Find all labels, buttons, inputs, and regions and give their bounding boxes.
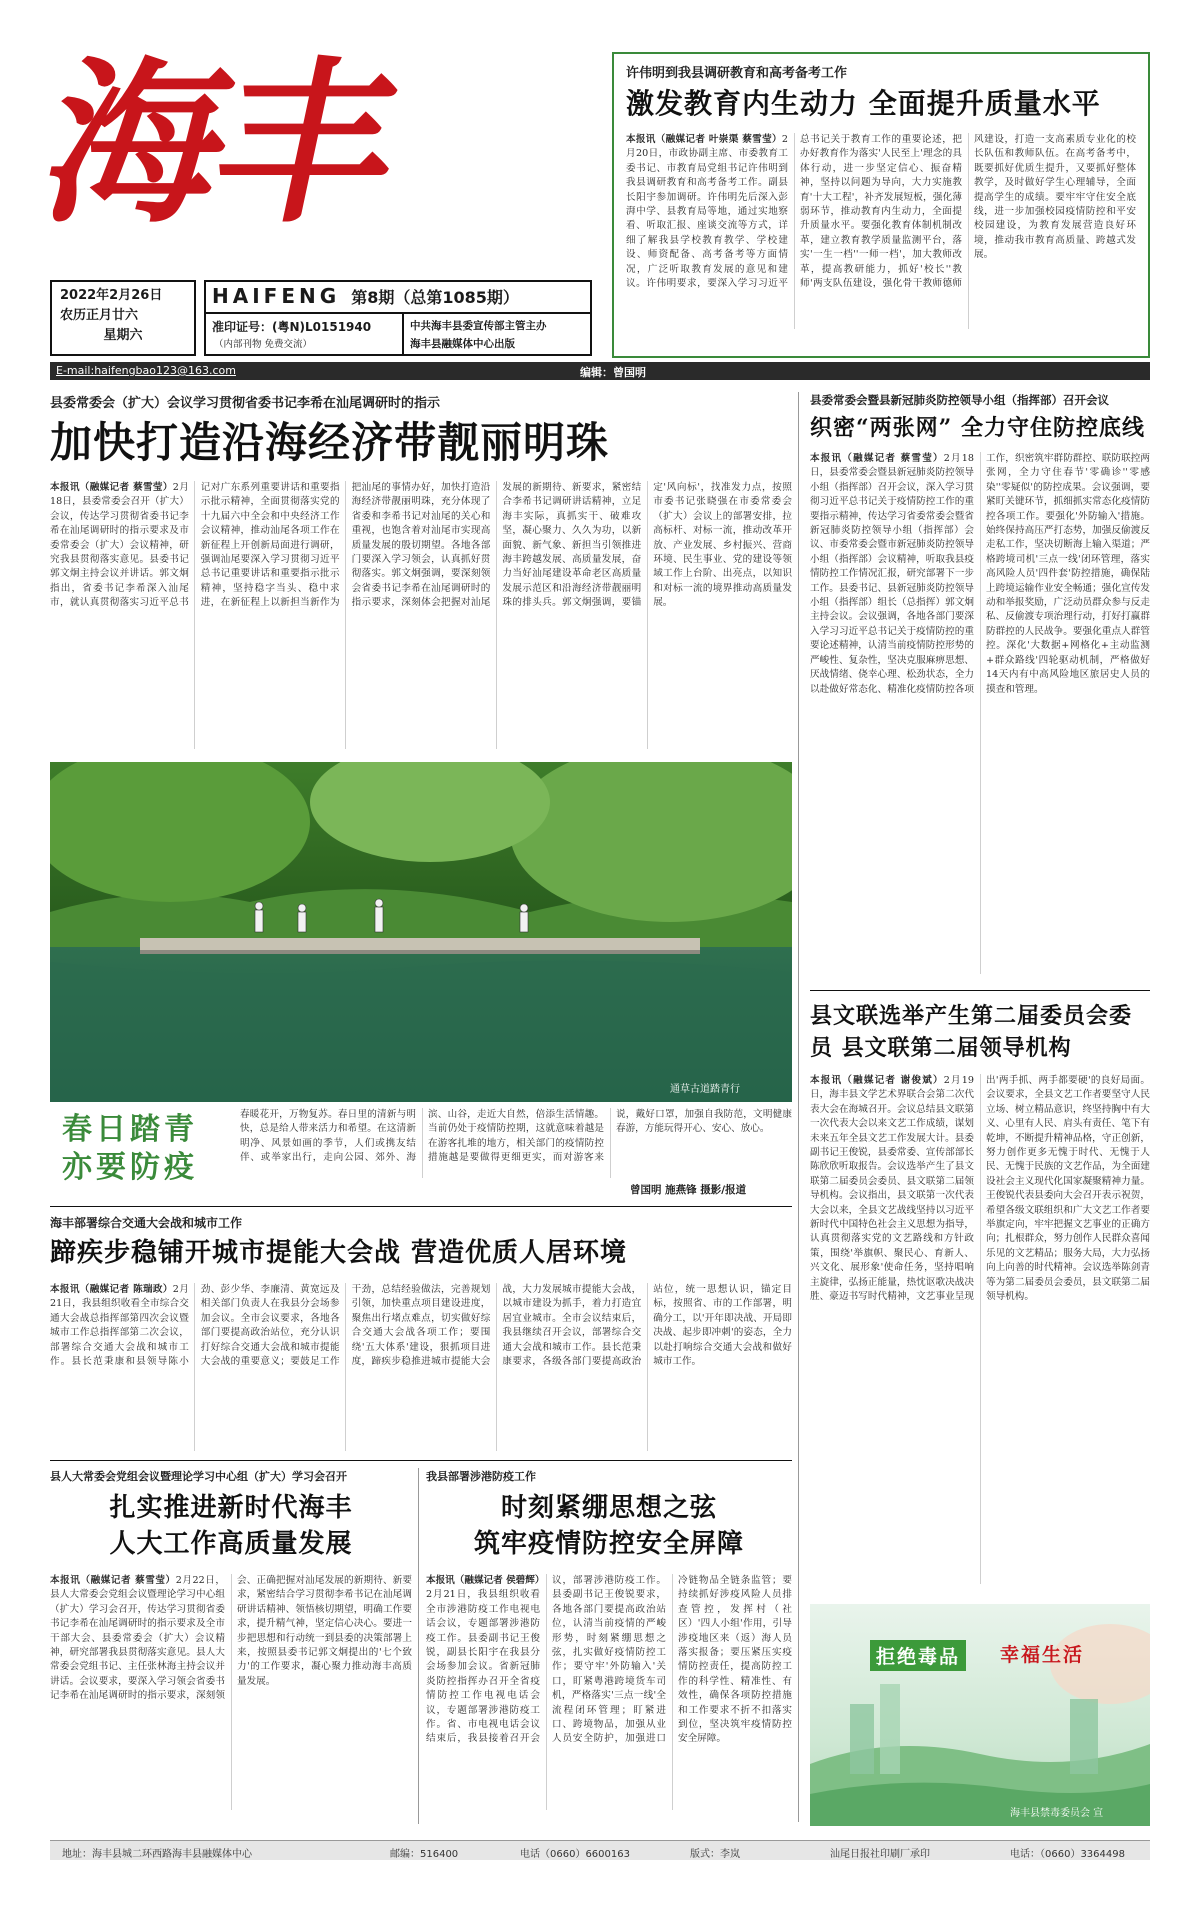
email-link[interactable]: E-mail:haifengbao123@163.com bbox=[56, 364, 236, 377]
epidemic-story bbox=[426, 1468, 792, 1828]
traffic-text: 2月21日，我县组织收看全市综合交通大会战总指挥部第四次会议暨城市工作总指挥部第二次会议，部署综合交通大会战和城市工作。县长范秉康和县领导陈小劲、彭少华、李廉清、黄宽远及相关部门负责人在我县分会场参加会议。全市会议要求，各地各部门要提高政治站位，充分认识打好综合交通大会战和城市提能大会战的重要意义；要鼓足工作干劲，总结经验做法，完善规划引领，加快重点项目建设进度，聚焦出行堵点难点，切实做好综合交通大会战各项工作；要围绕'五大体系'建设，狠抓项目进度，蹄疾步稳推进城市提能大会战，大力发展城市提能大会战，以城市建设为抓手，着力打造宜居宜业城市。全市会议结束后，我县继续召开会议，部署综合交通大会战和城市工作。县长范秉康要求，各级各部门要提高政治站位，统一思想认识，锚定目标，按照省、市的工作部署，明确分工，以'开年即决战、开局即决战、起步即冲刺'的姿态，全力以赴打响综合交通大会战和做好城市工作。 bbox=[50, 1284, 792, 1368]
column-divider bbox=[798, 392, 799, 1822]
traffic-headline: 蹄疾步稳铺开城市提能大会战 营造优质人居环境 bbox=[50, 1238, 628, 1268]
lead-story bbox=[50, 392, 792, 752]
photo-caption-text: 春暖花开，万物复苏。春日里的清新与明快，总是给人带来活力和希望。在这清新明净、风景如画的季节，人们或携友结伴、或举家出行，走向公园、郊外、海滨、山谷，走近大自然，倍添生活情趣。当前仍处于疫情防控期，这就意味着越是在游客扎堆的地方，相关部门的疫情防控措施越是要做得更细更实，而对游客来说，戴好口罩，加强自我防范，文明健康春游，方能玩得开心、安心、放心。 bbox=[240, 1109, 792, 1164]
permit: 准印证号：(粤N)L0151940 bbox=[212, 320, 372, 334]
editor-credit: 编辑：曾国明 bbox=[580, 366, 646, 379]
epidemic-headline-2: 筑牢疫情防控安全屏障 bbox=[473, 1529, 744, 1559]
top-story-body bbox=[626, 133, 1136, 329]
npc-headline-2: 人大工作高质量发展 bbox=[109, 1529, 353, 1559]
epidemic-text: 2月21日，我县组织收看全市涉港防疫工作电视电话会议，专题部署涉港防疫工作。县委副书记王俊锐，副县长阳宇在我县分会场参加会议。省新冠肺炎防控指挥办召开全省疫情防控工作电视电话会议，专题部署涉港防疫工作。省、市电视电话会议结束后，我县接着召开会议，部署涉港防疫工作。县委副书记王俊锐要求，各地各部门要提高政治站位，认清当前疫情的严峻形势，时刻紧绷思想之弦，扎实做好疫情防控工作；要守牢'外防输入'关口，盯紧粤港跨境货车司机，严格落实'三点一线'全流程闭环管理；盯紧进口、跨境物品，加强从业人员安全防护，加强进口冷链物品全链条监管；要持续抓好涉疫风险人员排查管控，发挥村（社区）'四人小组'作用，引导涉疫地区来（返）海人员落实报备；要压紧压实疫情防控责任，提高防控工作的科学性、精准性、有效性，确保各项防控措施和工作要求不折不扣落实到位，坚决筑牢疫情防控安全屏障。 bbox=[426, 1575, 792, 1745]
photographer: 曾国明 施燕锋 摄影/报道 bbox=[630, 1184, 747, 1196]
right2-text: 2月19日，海丰县文学艺术界联合会第二次代表大会在海城召开。会议总结县文联第一次代表大会以来文艺工作成绩，谋划未来五年全县文艺工作发展大计。县委副书记王俊锐，县委常委、宣传部部长陈欣欣听取报告。会议选举产生了县文联第二届委员会委员、县文联第二届领导机构。会议指出，县文联第一次代表大会以来，全县文艺战线坚持以习近平新时代中国特色社会主义思想为指导，认真贯彻落实党的文艺路线和方针政策，围绕'举旗帜、聚民心、育新人、兴文化、展形象'使命任务，坚持唱响主旋律，弘扬正能量，热忱讴歌决战决胜、豪迈书写时代精神，文艺事业呈现出'两手抓、两手都要硬'的良好局面。会议要求，全县文艺工作者要坚守人民立场、树立精品意识，终坚持胸中有大义、心里有人民、肩头有责任、笔下有乾坤，不断提升精神品格，守正创新，努力创作更多无愧于时代、无愧于人民、无愧于民族的文艺作品，为全面建设社会主义现代化国家凝聚精神力量。王俊锐代表县委向大会召开表示祝贺，希望各级文联组织和广大文艺工作者要举旗定向，牢牢把握文艺事业的正确方向；扎根群众，努力创作人民群众喜闻乐见的文艺精品；服务大局，大力弘扬向上向善的时代精神。会议选举陈剑青等为第二届委员会委员，县文联第二届领导机构。 bbox=[810, 1075, 1150, 1303]
photo-label-line-2: 亦要防疫 bbox=[62, 1150, 198, 1185]
issue-number: 第8期（总第1085期） bbox=[351, 288, 519, 307]
river-photo bbox=[50, 762, 792, 1102]
photo-caption bbox=[240, 1108, 792, 1178]
photo-feature bbox=[50, 762, 792, 1202]
lunar-date: 农历正月廿六 bbox=[60, 308, 139, 323]
top-story-kicker: 许伟明到我县调研教育和高考备考工作 bbox=[626, 66, 848, 81]
right1-text: 2月18日，县委常委会暨县新冠肺炎防控领导小组（指挥部）召开会议，深入学习贯彻习近平总书记关于疫情防控工作的重要指示精神，传达学习省委常委会暨省新冠肺炎防控领导小组（指挥部）会议、市委常委会暨市新冠肺炎防控领导小组（指挥部）会议精神，听取我县疫情防控工作情况汇报，研究部署下一步工作。县委书记、县新冠肺炎防控领导小组（指挥部）组长（总指挥）郭文炯主持会议。会议强调，各地各部门要深入学习习近平总书记关于疫情防控的重要论述精神，认清当前疫情防控形势的严峻性、复杂性，坚决克服麻痹思想、厌战情绪、侥幸心理、松劲状态，全力以赴做好常态化、精准化疫情防控各项工作，织密筑牢群防群控、联防联控两张网，全力守住春节'零确诊''零感染''零疑似'的防控成果。会议强调，要紧盯关键环节，抓细抓实常态化疫情防控各项工作。要强化'外防输入'措施。始终保持高压严打态势，加强反偷渡反走私工作，坚决切断海上输入渠道；严格跨境司机'三点一线'闭环管理，落实高风险人员'四件套'防控措施，确保陆上跨境运输作业安全畅通；强化宣传发动和举报奖励，广泛动员群众参与反走私、反偷渡专项治理行动，打好打赢群防群控的人民战争。要强化重点人群管控。深化'大数据+网格化+主动监测+群众路线'四轮驱动机制，严格做好14天内有中高风险地区旅居史人员的摸查和管理。 bbox=[810, 453, 1150, 695]
sponsor-1: 中共海丰县委宣传部主管主办 bbox=[410, 320, 547, 332]
right1-body bbox=[810, 452, 1150, 974]
top-story-text: 2月20日，市政协副主席、市委教育工委书记、市教育局党组书记许伟明到我县调研教育和高考备考工作。副县长阳宇参加调研。许伟明先后深入彭湃中学、县教育局等地，通过实地察看、听取汇报、座谈交流等方式，详细了解我县学校教育教学、学校建设、师资配备、高考备考等方面情况，广泛听取教育发展的意见和建议。许伟明要求，要深入学习习近平总书记关于教育工作的重要论述，把办好教育作为落实'人民至上'理念的具体行动，进一步坚定信心、振奋精神，坚持以问题为导向，大力实施教育'十大工程'，补齐发展短板，强化薄弱环节，推动教育内生动力，全面提升质量水平。要强化教育体制机制改革，建立教育教学质量监测平台，落实'一生一档''一师一档'，加大教师改革，提高教研能力，抓好'校长''教师'两支队伍建设，强化骨干教师德师风建设，打造一支高素质专业化的校长队伍和教师队伍。在高考备考中，既要抓好优质生提升，又要抓好整体教学，及时做好学生心理辅导，全面提高学生的成绩。要牢牢守住安全底线，进一步加强校园疫情防控和平安校园建设，为教育发展营造良好环境，推动我市教育高质量、跨越式发展。 bbox=[626, 134, 1136, 290]
right-story-2 bbox=[810, 1000, 1150, 1596]
issue-date: 2022年2月26日 bbox=[60, 288, 163, 303]
npc-body bbox=[50, 1574, 412, 1810]
traffic-byline: 本报讯（融媒记者 陈瑞政） bbox=[50, 1284, 173, 1295]
traffic-story bbox=[50, 1214, 792, 1454]
masthead bbox=[28, 40, 590, 368]
npc-kicker: 县人大常委会党组会议暨理论学习中心组（扩大）学习会召开 bbox=[50, 1470, 347, 1483]
top-story-byline: 本报讯（融媒记者 叶崇渠 蔡雪莹） bbox=[626, 134, 782, 145]
footer-phone: 电话（0660）6600163 bbox=[520, 1849, 630, 1860]
lead-body bbox=[50, 481, 792, 749]
ad-slogan-1: 拒绝毒品 bbox=[870, 1640, 966, 1671]
epidemic-kicker: 我县部署涉港防疫工作 bbox=[426, 1470, 536, 1483]
right2-byline: 本报讯（融媒记者 谢俊斌） bbox=[810, 1075, 944, 1086]
lower-divider bbox=[50, 1460, 792, 1461]
npc-byline: 本报讯（融媒记者 蔡雪莹） bbox=[50, 1575, 176, 1586]
npc-epidemic-divider bbox=[418, 1468, 419, 1824]
footer-printer-phone: 电话：（0660）3364498 bbox=[1010, 1849, 1125, 1860]
traffic-body bbox=[50, 1283, 792, 1451]
right1-kicker: 县委常委会暨县新冠肺炎防控领导小组（指挥部）召开会议 bbox=[810, 393, 1109, 407]
lead-headline: 加快打造沿海经济带靓丽明珠 bbox=[50, 418, 610, 467]
date-box bbox=[50, 280, 196, 356]
ad-illustration bbox=[810, 1604, 1150, 1826]
right-story-1 bbox=[810, 392, 1150, 984]
top-story-headline: 激发教育内生动力 全面提升质量水平 bbox=[626, 87, 1101, 120]
right-divider-1 bbox=[810, 990, 1150, 991]
ad-credit: 海丰县禁毒委员会 宣 bbox=[1010, 1808, 1104, 1819]
traffic-kicker: 海丰部署综合交通大会战和城市工作 bbox=[50, 1216, 243, 1230]
right1-byline: 本报讯（融媒记者 蔡雪莹） bbox=[810, 453, 944, 464]
masthead-title: 海丰 bbox=[28, 40, 413, 247]
lead-byline: 本报讯（融媒记者 蔡雪莹） bbox=[50, 482, 173, 493]
epidemic-headline-1: 时刻紧绷思想之弦 bbox=[500, 1493, 717, 1523]
footer-postcode: 邮编：516400 bbox=[390, 1849, 459, 1860]
footer-layout: 版式：李岚 bbox=[690, 1849, 740, 1860]
issue-box bbox=[204, 280, 592, 356]
epidemic-body bbox=[426, 1574, 792, 1810]
email-bar bbox=[50, 362, 1150, 380]
npc-text: 2月22日，县人大常委会党组会议暨理论学习中心组（扩大）学习会召开，传达学习贯彻省委书记李希在汕尾调研时的指示要求及全市干部大会、县委常委会（扩大）会议精神，研究部署我县贯彻落实意见。县人大常委会党组书记、主任张林海主持会议并讲话。会议要求，要深入学习领会省委书记李希在汕尾调研时的指示要求，深刻领会、正确把握对汕尾发展的新期待、新要求，紧密结合学习贯彻李希书记在汕尾调研讲话精神、领悟核切期望，明确工作要求，提升精气神，坚定信心决心。要进一步把思想和行动统一到县委的决策部署上来，按照县委书记郭文炯提出的'七个致力'的工作要求，凝心聚力推动海丰高质量发展。 bbox=[50, 1575, 412, 1702]
lead-kicker: 县委常委会（扩大）会议学习贯彻省委书记李希在汕尾调研时的指示 bbox=[50, 396, 441, 411]
npc-story bbox=[50, 1468, 412, 1828]
pinyin-title: HAIFENG bbox=[212, 284, 341, 308]
permit-sub: （内部刊物 免费交流） bbox=[214, 339, 313, 350]
anti-drug-ad bbox=[810, 1604, 1150, 1826]
right1-headline: 织密“两张网” 全力守住防控底线 bbox=[810, 415, 1145, 441]
photo-credit: 通草古道踏青行 bbox=[670, 1084, 740, 1095]
epidemic-byline: 本报讯（融媒记者 侯碧辉） bbox=[426, 1575, 545, 1586]
footer-printer: 汕尾日报社印刷厂承印 bbox=[830, 1849, 930, 1860]
footer-address: 地址：海丰县城二环西路海丰县融媒体中心 bbox=[62, 1849, 252, 1860]
npc-headline-1: 扎实推进新时代海丰 bbox=[109, 1493, 353, 1523]
ad-slogan-2: 幸福生活 bbox=[1000, 1644, 1085, 1666]
sponsor-2: 海丰县融媒体中心出版 bbox=[410, 338, 515, 350]
traffic-divider bbox=[50, 1206, 792, 1207]
weekday: 星期六 bbox=[103, 328, 143, 343]
right2-body bbox=[810, 1074, 1150, 1584]
top-story-box bbox=[612, 52, 1150, 358]
right2-headline: 县文联选举产生第二届委员会委员 县文联第二届领导机构 bbox=[810, 1003, 1133, 1061]
footer-bar bbox=[50, 1840, 1150, 1860]
lead-text: 2月18日，县委常委会召开（扩大）会议，传达学习贯彻省委书记李希在汕尾调研时的指示要求及市委常委会（扩大）会议精神，研究我县贯彻落实意见。县委书记郭文炯主持会议并讲话。郭文炯指出，省委书记李希深入汕尾市，就认真贯彻落实习近平总书记对广东系列重要讲话和重要指示批示精神，全面贯彻落实党的十九届六中全会和中央经济工作会议精神，推动汕尾各项工作在新征程上开创新局面进行调研，强调汕尾要深入学习贯彻习近平总书记重要讲话和重要指示批示精神，坚持稳字当头、稳中求进，在新征程上以新担当新作为把汕尾的事情办好，加快打造沿海经济带靓丽明珠，充分体现了省委和李希书记对汕尾的关心和重视，也饱含着对汕尾市实现高质量发展的殷切期望。各地各部门要深入学习领会，认真抓好贯彻落实。郭文炯强调，要深刻领会省委书记李希在汕尾调研时的指示要求，深刻体会把握对汕尾发展的新期待、新要求，紧密结合李希书记调研讲话精神，立足海丰实际，真抓实干、破难攻坚，凝心聚力、久久为功，以新面貌、新气象、新担当引领推进海丰跨越发展、高质量发展，奋力当好汕尾建设革命老区高质量发展示范区和沿海经济带靓丽明珠的排头兵。郭文炯强调，要锚定'风向标'，找准发力点，按照市委书记张晓强在市委常委会（扩大）会议上的部署安排，拉高标杆、对标一流，推动改革开放、产业发展、乡村振兴、营商环境、民生事业、党的建设等领域工作上台阶、出亮点，以知识和对标一流的境界推动高质量发展。 bbox=[50, 482, 792, 609]
photo-label-line-1: 春日踏青 bbox=[62, 1112, 198, 1147]
